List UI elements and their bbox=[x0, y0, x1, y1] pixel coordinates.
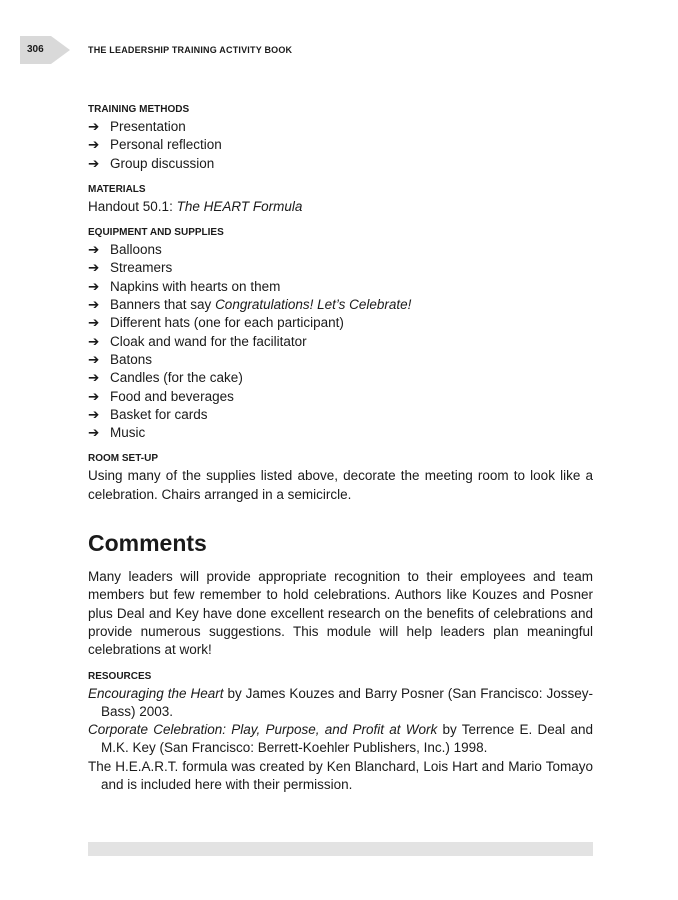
right-arrow-icon: ➔ bbox=[88, 351, 100, 367]
footer-bar bbox=[88, 842, 593, 856]
right-arrow-icon: ➔ bbox=[88, 260, 100, 276]
materials-heading: MATERIALS bbox=[88, 183, 146, 195]
right-arrow-icon: ➔ bbox=[88, 155, 100, 171]
running-header-title: THE LEADERSHIP TRAINING ACTIVITY BOOK bbox=[88, 45, 293, 55]
right-arrow-icon: ➔ bbox=[88, 333, 100, 349]
comments-title: Comments bbox=[88, 530, 207, 557]
list-item: ➔ Candles (for the cake) bbox=[88, 369, 593, 387]
list-item: ➔ Banners that say Congratulations! Let’s Celebrate! bbox=[88, 296, 593, 314]
list-item: ➔ Cloak and wand for the facilitator bbox=[88, 333, 593, 351]
list-item: ➔ Batons bbox=[88, 351, 593, 369]
comments-text: Many leaders will provide appropriate recognition to their employees and team members but few remember to hold celebrations. Authors like Kouzes and Posner plus Deal and Key have done excellent research on the benefits of celebrations and provide numerous suggestions. This module will help leaders plan meaningful celebrations at work! bbox=[88, 569, 593, 658]
resource-item: Corporate Celebration: Play, Purpose, and Profit at Work by Terrence E. Deal and M.K. Key (San Francisco: Berrett-Koehler Publishers, Inc.) 1998. bbox=[88, 722, 593, 756]
materials-text: Handout 50.1: The HEART Formula bbox=[88, 198, 303, 214]
right-arrow-icon: ➔ bbox=[88, 406, 100, 422]
right-arrow-icon: ➔ bbox=[88, 119, 100, 134]
list-item: ➔ Music bbox=[88, 424, 593, 442]
list-item: ➔ Balloons bbox=[88, 241, 593, 259]
right-arrow-icon: ➔ bbox=[88, 297, 100, 313]
right-arrow-icon: ➔ bbox=[88, 388, 100, 404]
list-item: ➔ Streamers bbox=[88, 259, 593, 277]
right-arrow-icon: ➔ bbox=[88, 370, 100, 386]
page-number: 306 bbox=[27, 44, 44, 55]
right-arrow-icon: ➔ bbox=[88, 137, 100, 153]
list-item: ➔ Napkins with hearts on them bbox=[88, 278, 593, 296]
page-content bbox=[88, 103, 593, 794]
training-methods-list bbox=[88, 118, 593, 173]
room-setup-text: Using many of the supplies listed above, decorate the meeting room to look like a celebration. Chairs arranged in a semicircle. bbox=[88, 468, 593, 502]
equipment-list bbox=[88, 241, 593, 442]
room-setup-heading: ROOM SET-UP bbox=[88, 453, 159, 465]
equipment-heading: EQUIPMENT AND SUPPLIES bbox=[88, 227, 224, 239]
training-methods-heading: TRAINING METHODS bbox=[88, 104, 190, 115]
list-item: ➔ Presentation bbox=[88, 118, 593, 136]
list-item: ➔ Basket for cards bbox=[88, 406, 593, 424]
right-arrow-icon: ➔ bbox=[88, 278, 100, 294]
list-item: ➔ Group discussion bbox=[88, 155, 593, 173]
list-item: ➔ Personal reflection bbox=[88, 136, 593, 154]
resources-heading: RESOURCES bbox=[88, 670, 152, 682]
list-item: ➔ Food and beverages bbox=[88, 388, 593, 406]
resource-item: Encouraging the Heart by James Kouzes and Barry Posner (San Francisco: Jossey-Bass) 2003. bbox=[88, 685, 593, 719]
right-arrow-icon: ➔ bbox=[88, 315, 100, 331]
list-item: ➔ Different hats (one for each participant) bbox=[88, 314, 593, 332]
right-arrow-icon: ➔ bbox=[88, 425, 100, 441]
resource-item: The H.E.A.R.T. formula was created by Ken Blanchard, Lois Hart and Mario Tomayo and is included here with their permission. bbox=[88, 758, 593, 793]
right-arrow-icon: ➔ bbox=[88, 242, 100, 258]
